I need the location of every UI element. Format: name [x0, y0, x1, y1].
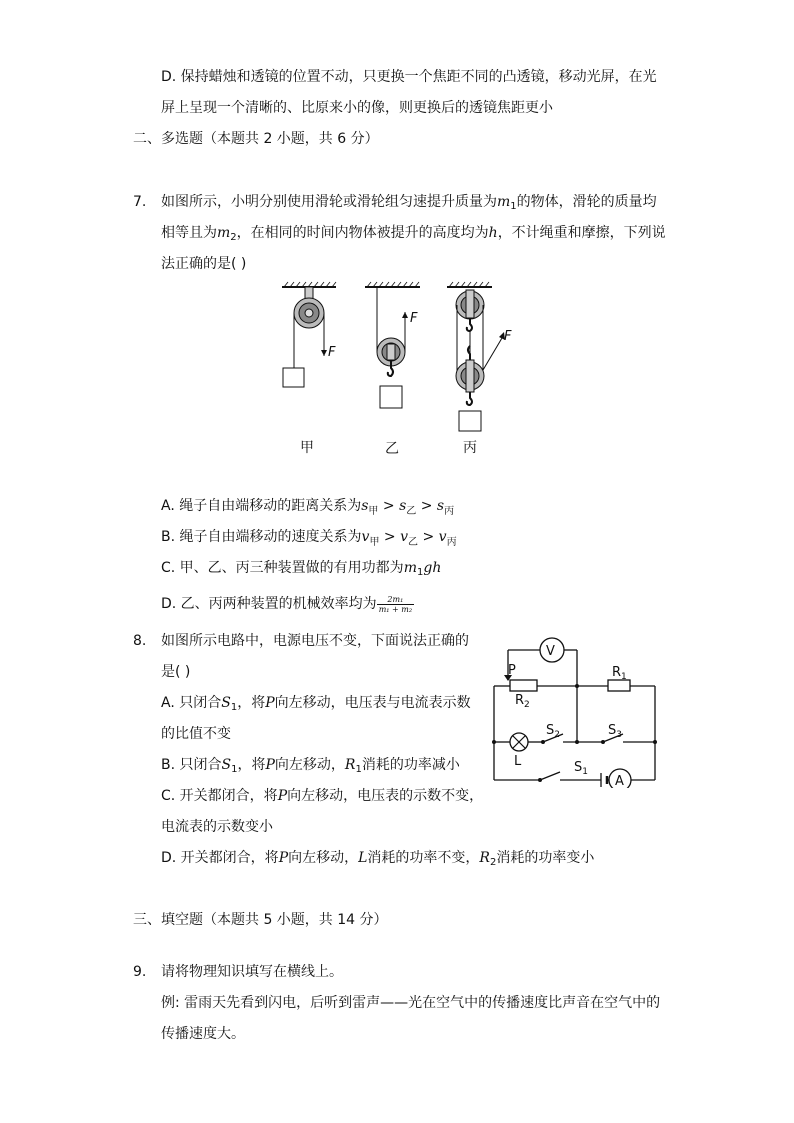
q8-stem-line2: 是( ): [161, 664, 191, 680]
label-s3: $S_3$: [608, 723, 622, 740]
q9-example-line2: 传播速度大。: [161, 1026, 245, 1042]
q8-option-a-line2: 的比值不变: [161, 726, 231, 742]
label-s1: $S_1$: [574, 760, 588, 777]
q7-stem-line1: 如图所示，小明分别使用滑轮或滑轮组匀速提升质量为$m_1$的物体，滑轮的质量均: [161, 194, 657, 212]
ammeter-label: A: [615, 774, 624, 788]
q7-option-c: C. 甲、乙、丙三种装置做的有用功都为$m_1gh$: [161, 560, 442, 578]
pulley-jia: [282, 282, 336, 387]
label-l: L: [514, 754, 522, 769]
label-p: P: [508, 663, 516, 678]
pulley-yi: [365, 282, 420, 408]
label-bing: 丙: [463, 440, 477, 456]
pulley-figure: [270, 280, 530, 460]
q9-stem: 请将物理知识填写在横线上。: [161, 964, 343, 980]
q7-stem-line2: 相等且为$m_2$，在相同的时间内物体被提升的高度均为h，不计绳重和摩擦，下列说: [161, 225, 666, 243]
force-label-bing: F: [504, 329, 512, 344]
q7-option-a: A. 绳子自由端移动的距离关系为$s_甲 > s_乙 > s_丙$: [161, 498, 455, 517]
q8-option-d: D. 开关都闭合，将P向左移动，L消耗的功率不变，$R_2$消耗的功率变小: [161, 850, 595, 868]
q8-option-c-line2: 电流表的示数变小: [161, 819, 273, 835]
force-label-yi: F: [410, 311, 418, 326]
q8-stem-line1: 如图所示电路中，电源电压不变，下面说法正确的: [161, 633, 469, 649]
section3-title: 三、填空题（本题共 5 小题，共 14 分）: [133, 912, 388, 928]
voltmeter-label: V: [546, 644, 555, 659]
q7-option-b: B. 绳子自由端移动的速度关系为$v_甲 > v_乙 > v_丙$: [161, 529, 457, 548]
efficiency-fraction: $\frac{\text{2m₁}}{\text{m₁ + m₂}}$: [378, 594, 413, 614]
q7-stem-line3: 法正确的是( ): [161, 256, 247, 272]
q8-number: 8.: [133, 633, 147, 649]
label-s2: $S_2$: [546, 723, 560, 740]
label-r1: $R_1$: [612, 665, 627, 682]
q6-option-d-line2: 屏上呈现一个清晰的、比原来小的像，则更换后的透镜焦距更小: [161, 100, 553, 116]
q9-number: 9.: [133, 964, 147, 980]
section2-title: 二、多选题（本题共 2 小题，共 6 分）: [133, 131, 379, 147]
force-label-jia: F: [328, 345, 336, 360]
q8-option-a-line1: A. 只闭合$S_1$，将P向左移动，电压表与电流表示数: [161, 695, 471, 713]
q9-example-line1: 例: 雷雨天先看到闪电，后听到雷声——光在空气中的传播速度比声音在空气中的: [161, 995, 661, 1011]
pulley-bing: [447, 282, 502, 431]
label-jia: 甲: [300, 440, 314, 456]
q8-option-c-line1: C. 开关都闭合，将P向左移动，电压表的示数不变，: [161, 788, 484, 804]
q7-number: 7.: [133, 194, 147, 210]
q7-option-d: D. 乙、丙两种装置的机械效率均为 $\frac{\text{2m₁}}{\text{m₁ + m₂}}$: [161, 594, 413, 614]
q8-option-b: B. 只闭合$S_1$，将P向左移动，$R_1$消耗的功率减小: [161, 757, 460, 775]
q6-option-d-line1: D. 保持蜡烛和透镜的位置不动，只更换一个焦距不同的凸透镜，移动光屏，在光: [161, 69, 657, 85]
label-r2: $R_2$: [515, 693, 530, 710]
label-yi: 乙: [385, 441, 399, 457]
circuit-diagram: [488, 634, 664, 788]
